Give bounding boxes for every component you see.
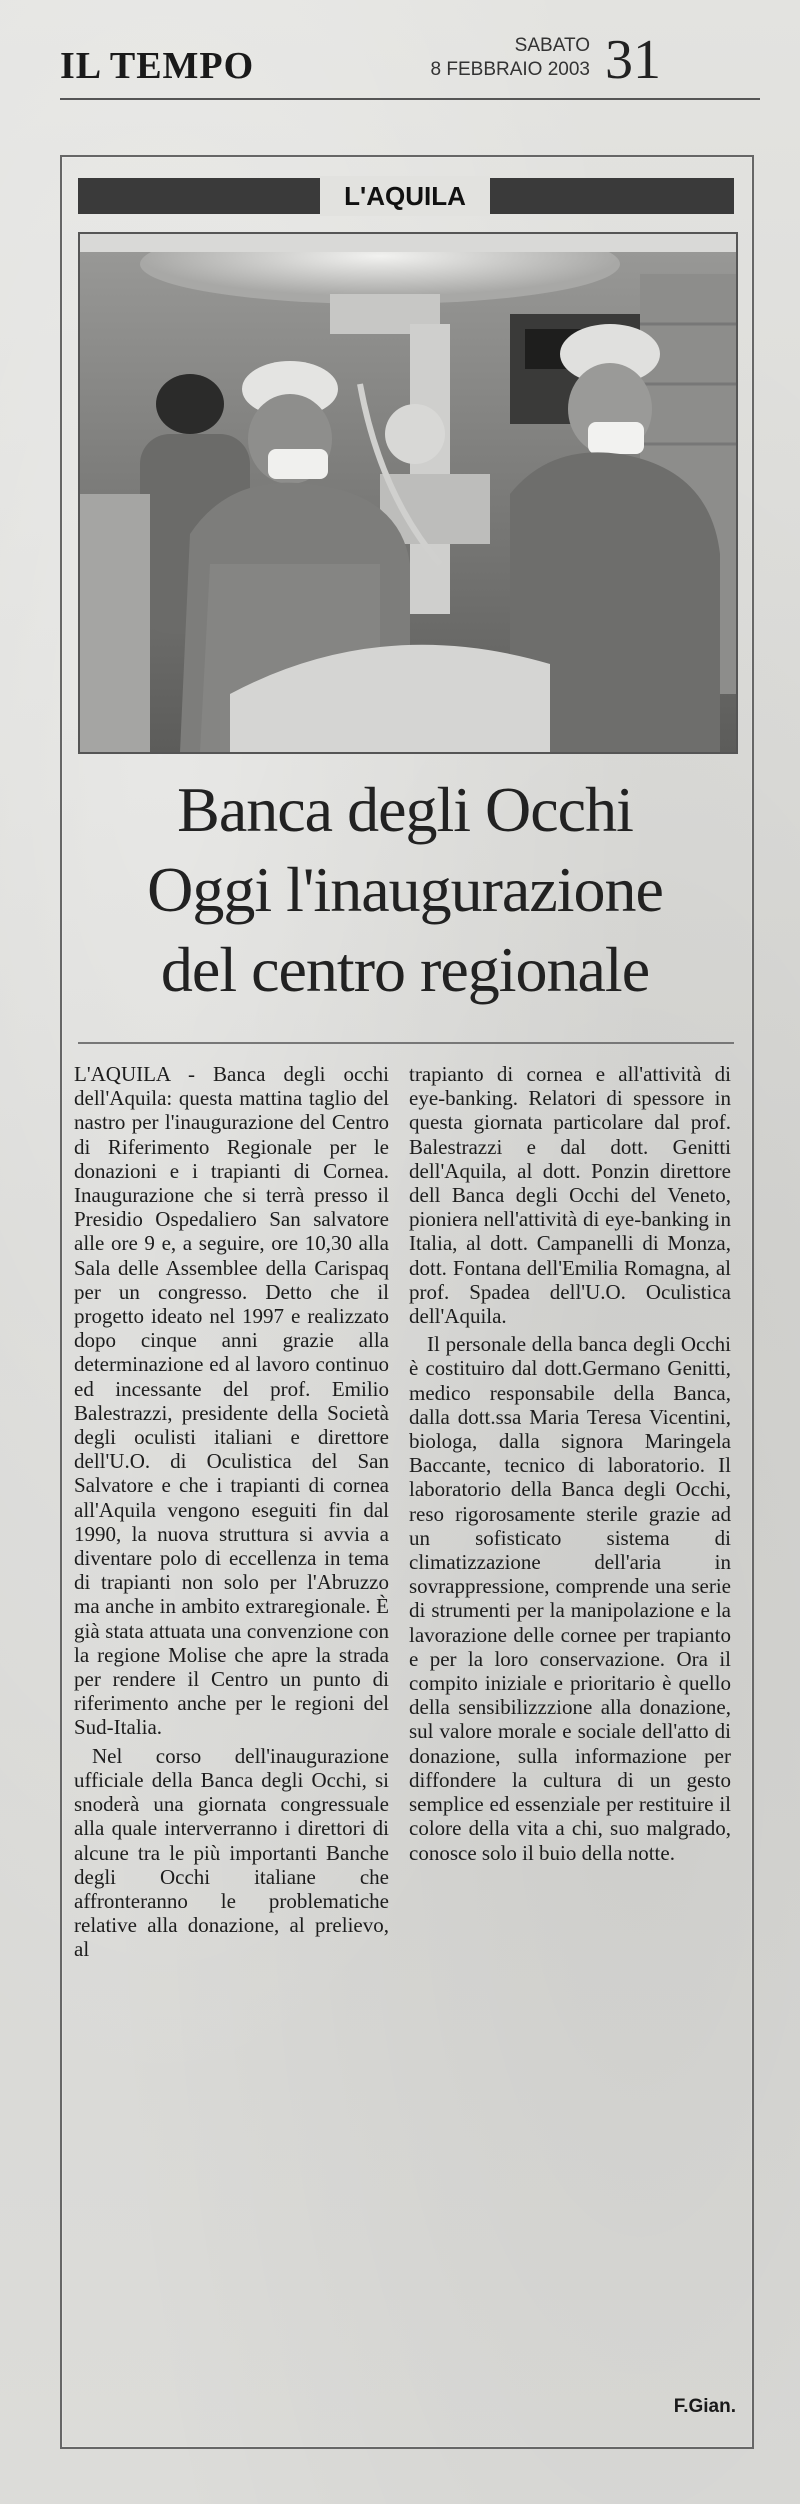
issue-date [360, 34, 590, 82]
newspaper-name: IL TEMPO [60, 45, 255, 87]
paragraph: Nel corso dell'inaugurazione ufficiale della Banca degli Occhi, si snoderà una giornata congressuale alla quale interverranno i direttori di alcune tra le più importanti Banche degli Occhi italiane che affronteranno le problematiche relative alla donazione, al prelievo, al [74, 1743, 389, 1962]
headline-line-3: del centro regionale [160, 934, 650, 1005]
headline-line-1: Banca degli Occhi [177, 774, 633, 845]
issue-weekday: SABATO [514, 35, 590, 56]
article-headline [60, 770, 750, 1010]
article-column-1 [74, 1062, 389, 1962]
section-label: L'AQUILA [320, 176, 490, 216]
author-signature: F.Gian. [673, 2396, 736, 2417]
paragraph: Il personale della banca degli Occhi è costituiro dal dott.Germano Genitti, medico responsabile della Banca, dalla dott.ssa Maria Teresa Vicentini, biologa, dalla signora Maringela Baccante, tecnico di laboratorio. Il laboratorio della Banca degli Occhi, reso rigorosamente sterile grazie ad un sofisticato sistema di climatizzazione dell'aria in sovrappressione, comprende una serie di strumenti per la manipolazione e la lavorazione delle cornee per trapianto e per la loro conservazione. Ora il compito iniziale e prioritario è quello della sensibilizzzione alla donazione, sul valore morale e sociale dell'atto di donazione, sulla informazione per diffondere la cultura di un gesto semplice ed essenziale per restituire il colore della vita a chi, suo malgrado, conosce solo il buio della notte. [409, 1332, 731, 1865]
headline-divider [78, 1042, 734, 1044]
article-column-2 [409, 1062, 731, 1865]
issue-day: 8 FEBBRAIO 2003 [430, 59, 590, 80]
headline-line-2: Oggi l'inaugurazione [147, 854, 663, 925]
paragraph: L'AQUILA - Banca degli occhi dell'Aquila: questa mattina taglio del nastro per l'inaugurazione del Centro di Riferimento Regionale per le donazioni e i trapianti di Cornea. Inaugurazione che si terrà presso il Presidio Ospedaliero San salvatore alle ore 9 e, a seguire, ore 10,30 alla Sala delle Assemblee della Carispaq per un congresso. Detto che il progetto ideato nel 1997 e realizzato dopo cinque anni grazie alla determinazione ed al lavoro continuo ed incessante del prof. Emilio Balestrazzi, presidente della Società degli oculisti italiani e direttore dell'U.O. di Oculistica del San Salvatore e che i trapianti di cornea all'Aquila vengono eseguiti fin dal 1990, la nuova struttura si avvia a diventare polo di eccellenza in tema di trapianti non solo per l'Abruzzo ma anche in ambito extraregionale. È già stata attuata una convenzione con la regione Molise che apre la strada per rendere il Centro un punto di riferimento anche per le regioni del Sud-Italia. [74, 1062, 389, 1740]
paragraph: trapianto di cornea e all'attività di eye-banking. Relatori di spessore in questa giornata particolare dal prof. Balestrazzi e dal dott. Genitti dell'Aquila, al dott. Ponzin direttore dell Banca degli Occhi del Veneto, pioniera nell'attività di eye-banking in Italia, al dott. Campanelli di Monza, dott. Fontana dell'Emilia Romagna, al prof. Spadea dell'U.O. Oculistica dell'Aquila. [409, 1062, 731, 1329]
masthead [60, 28, 760, 100]
page-number: 31 [605, 29, 661, 91]
surgery-photo [78, 232, 738, 754]
